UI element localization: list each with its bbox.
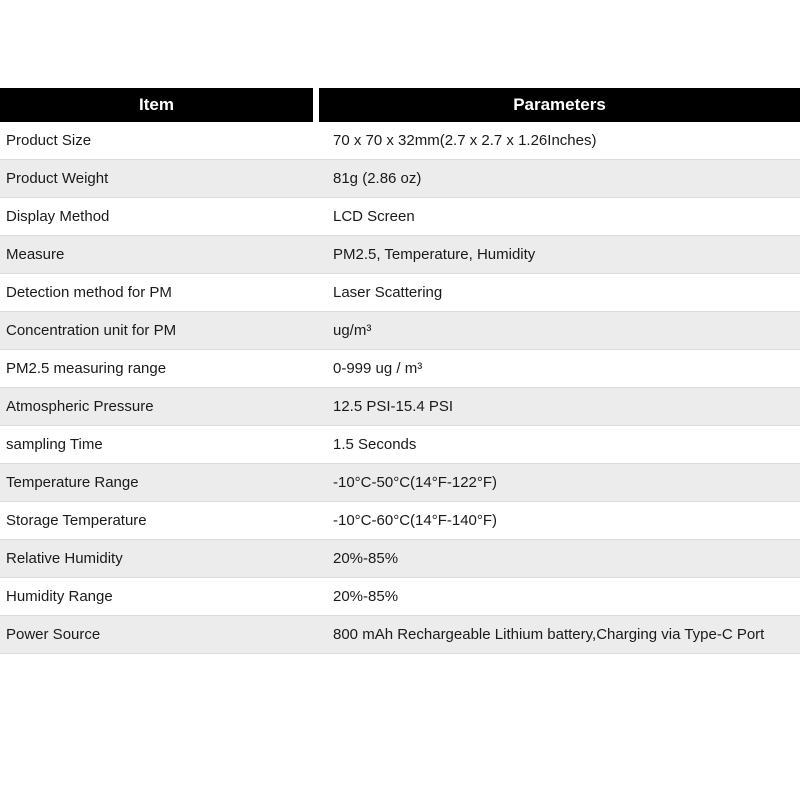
parameter-cell: 20%-85% <box>333 550 399 567</box>
item-cell: Product Weight <box>6 170 109 187</box>
spec-table <box>0 88 800 654</box>
parameter-cell: 12.5 PSI-15.4 PSI <box>333 398 454 415</box>
table-row <box>0 274 800 312</box>
parameter-cell: PM2.5, Temperature, Humidity <box>333 246 536 263</box>
item-cell: Storage Temperature <box>6 512 147 529</box>
table-row <box>0 502 800 540</box>
item-cell: Concentration unit for PM <box>6 322 177 339</box>
table-row <box>0 426 800 464</box>
table-row <box>0 616 800 654</box>
item-cell: Display Method <box>6 208 110 225</box>
parameter-cell: LCD Screen <box>333 208 415 225</box>
table-row <box>0 540 800 578</box>
table-row <box>0 464 800 502</box>
table-row <box>0 578 800 616</box>
parameter-cell: -10°C-60°C(14°F-140°F) <box>333 512 498 529</box>
parameter-cell: -10°C-50°C(14°F-122°F) <box>333 474 498 491</box>
header-item: Item <box>139 95 174 114</box>
item-cell: PM2.5 measuring range <box>6 360 167 377</box>
table-row <box>0 122 800 160</box>
parameter-cell: 20%-85% <box>333 588 399 605</box>
item-cell: sampling Time <box>6 436 103 453</box>
parameter-cell: ug/m³ <box>333 322 372 339</box>
table-row <box>0 198 800 236</box>
item-cell: Product Size <box>6 132 92 149</box>
table-row <box>0 312 800 350</box>
table-row <box>0 236 800 274</box>
item-cell: Atmospheric Pressure <box>6 398 154 415</box>
table-header-row <box>0 88 800 122</box>
parameter-cell: 1.5 Seconds <box>333 436 417 453</box>
table-row <box>0 350 800 388</box>
item-cell: Power Source <box>6 626 101 643</box>
item-cell: Detection method for PM <box>6 284 172 301</box>
item-cell: Relative Humidity <box>6 550 123 567</box>
parameter-cell: 81g (2.86 oz) <box>333 170 422 187</box>
item-cell: Humidity Range <box>6 588 113 605</box>
spec-table-body <box>0 122 800 654</box>
parameter-cell: 800 mAh Rechargeable Lithium battery,Charging via Type-C Port <box>333 626 765 643</box>
parameter-cell: Laser Scattering <box>333 284 443 301</box>
table-row <box>0 388 800 426</box>
item-cell: Temperature Range <box>6 474 139 491</box>
parameter-cell: 70 x 70 x 32mm(2.7 x 2.7 x 1.26Inches) <box>333 132 597 149</box>
parameter-cell: 0-999 ug / m³ <box>333 360 423 377</box>
header-parameters: Parameters <box>513 95 606 114</box>
item-cell: Measure <box>6 246 65 263</box>
table-row <box>0 160 800 198</box>
